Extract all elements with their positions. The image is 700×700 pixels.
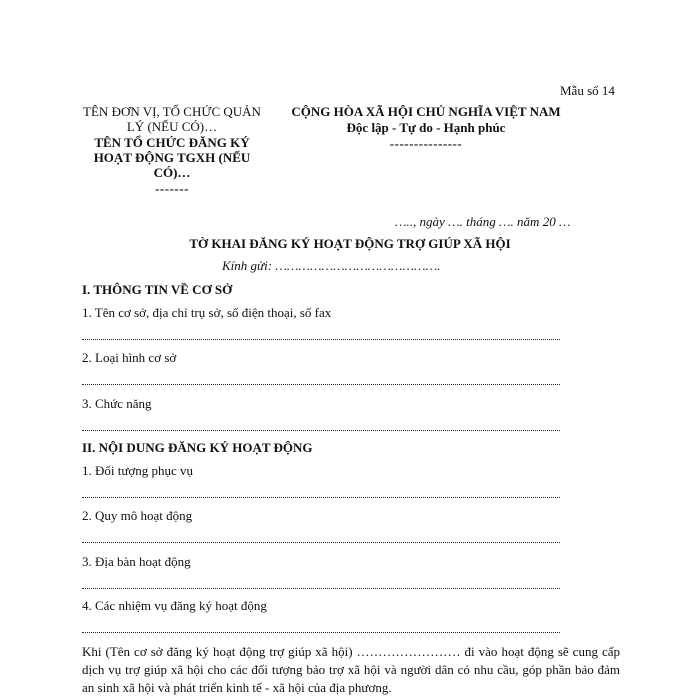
fill-line-beneficiaries[interactable] [82, 497, 560, 498]
fill-line-scale[interactable] [82, 542, 560, 543]
organization-header [82, 104, 262, 196]
item-facility-info: 1. Tên cơ sở, địa chỉ trụ sở, số điện thoại, số fax [82, 305, 332, 320]
registering-organization-name: TÊN TỔ CHỨC ĐĂNG KÝ HOẠT ĐỘNG TGXH (NẾU CÓ)… [93, 135, 251, 180]
closing-paragraph: Khi (Tên cơ sở đăng ký hoạt động trợ giúp xã hội) …………………… đi vào hoạt động sẽ cung cấp dịch vụ trợ giúp xã hội cho các đối tượng bảo trợ xã hội và người dân có nhu cầu, góp phần bảo đảm an sinh xã hội và phát triển kinh tế - xã hội của địa phương. [82, 644, 620, 695]
form-number: Mẫu số 14 [560, 83, 615, 98]
managing-organization-name: TÊN ĐƠN VỊ, TỔ CHỨC QUẢN LÝ (NẾU CÓ)… [83, 104, 261, 134]
item-scale: 2. Quy mô hoạt động [82, 508, 193, 523]
right-header-separator: --------------- [389, 136, 463, 151]
fill-line-registered-tasks[interactable] [82, 632, 560, 633]
document-title: TỜ KHAI ĐĂNG KÝ HOẠT ĐỘNG TRỢ GIÚP XÃ HỘI [189, 236, 511, 251]
fill-line-area[interactable] [82, 588, 560, 589]
left-header-separator: ------- [155, 181, 189, 196]
country-name: CỘNG HÒA XÃ HỘI CHỦ NGHĨA VIỆT NAM [291, 104, 561, 119]
section-2-heading: II. NỘI DUNG ĐĂNG KÝ HOẠT ĐỘNG [82, 440, 313, 455]
item-function: 3. Chức năng [82, 396, 152, 411]
item-beneficiaries: 1. Đối tượng phục vụ [82, 463, 194, 478]
item-registered-tasks: 4. Các nhiệm vụ đăng ký hoạt động [82, 598, 267, 613]
date-line: ….., ngày …. tháng …. năm 20 … [395, 214, 571, 229]
national-header [270, 104, 582, 152]
national-motto: Độc lập - Tự do - Hạnh phúc [346, 120, 506, 135]
item-area: 3. Địa bàn hoạt động [82, 554, 191, 569]
recipient-line: Kính gửi: ……………………………………. [222, 258, 441, 273]
item-facility-type: 2. Loại hình cơ sở [82, 350, 177, 365]
fill-line-facility-info[interactable] [82, 339, 560, 340]
fill-line-facility-type[interactable] [82, 384, 560, 385]
fill-line-function[interactable] [82, 430, 560, 431]
section-1-heading: I. THÔNG TIN VỀ CƠ SỞ [82, 282, 233, 297]
